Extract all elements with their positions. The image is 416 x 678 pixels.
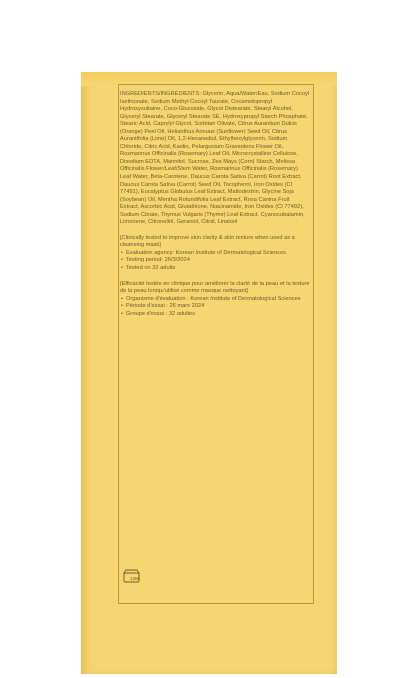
clinical-intro-en: [Clinically tested to improve skin clarity & skin texture when used as a cleansing mask] <box>120 234 295 249</box>
clinical-item-en: • Testing period: 26/3/2024 <box>126 257 310 265</box>
clinical-item-fr: • Groupe d'essai : 32 adultes <box>126 311 310 319</box>
clinical-item-en: • Evaluation agency: Korean Institute of Dermatological Sciences <box>126 250 310 258</box>
label-text <box>120 91 310 318</box>
clinical-claim-fr <box>120 281 310 319</box>
period-after-opening-icon <box>121 568 147 584</box>
clinical-claim-en <box>120 235 310 273</box>
clinical-item-fr: • Période d'essai : 26 mars 2024 <box>126 303 310 311</box>
clinical-item-en: • Tested on 32 adults <box>126 265 310 273</box>
clinical-item-fr: • Organisme d'évaluation : Korean Institute of Dermatological Sciences <box>126 296 310 304</box>
clinical-intro-fr: [Efficacité testée en clinique pour améliorer la clarté de la peau et la texture de la peau lorsqu'utilisé comme masque nettoyant] <box>120 280 310 295</box>
period-after-opening-label: 12M <box>130 576 139 581</box>
ingredients-list: INGREDIENTS/INGRÉDIENTS: Glycerin, Aqua/Water/Eau, Sodium Cocoyl Isethionate, Sodium Methyl Cocoyl Taurate, Cocamidopropyl Hydroxysultaine, Coco-Glucoside, Glycol Distearate, Stearyl Alcohol, Glyceryl Stearate, Glyceryl Stearate SE, Hydroxypropyl Starch Phosphate, Stearic Acid, Caprylyl Glycol, Sorbitan Olivate, Citrus Aurantium Dulcis (Orange) Peel Oil, Helianthus Annuus (Sunflower) Seed Oil, Citrus Aurantifolia (Lime) Oil, 1,2-Hexanediol, Ethylhexylglycerin, Sodium Chloride, Citric Acid, Kaolin, Pelargonium Graveolens Flower Oil, Rosmarinus Officinalis (Rosemary) Leaf Oil, Microcrystalline Cellulose, Disodium EDTA, Mannitol, Sucrose, Zea Mays (Corn) Starch, Melissa Officinalis Flower/Leaf/Stem Water, Rosmarinus Officinalis (Rosemary) Leaf Water, Beta-Carotene, Daucus Carota Sativa (Carrot) Root Extract, Daucus Carota Sativa (Carrot) Seed Oil, Tocopherol, Iron Oxides (CI 77491), Eucalyptus Globulus Leaf Extract, Maltodextrin, Glycine Soja (Soybean) Oil, Mentha Rotundifolia Leaf Extract, Rosa Canina Fruit Extract, Ascorbic Acid, Glutathione, Niacinamide, Iron Oxides (CI 77492), Sodium Citrate, Thymus Vulgaris (Thyme) Leaf Extract, Cyanocobalamin, Limonene, Citronellol, Geraniol, Citral, Linalool <box>120 91 310 226</box>
